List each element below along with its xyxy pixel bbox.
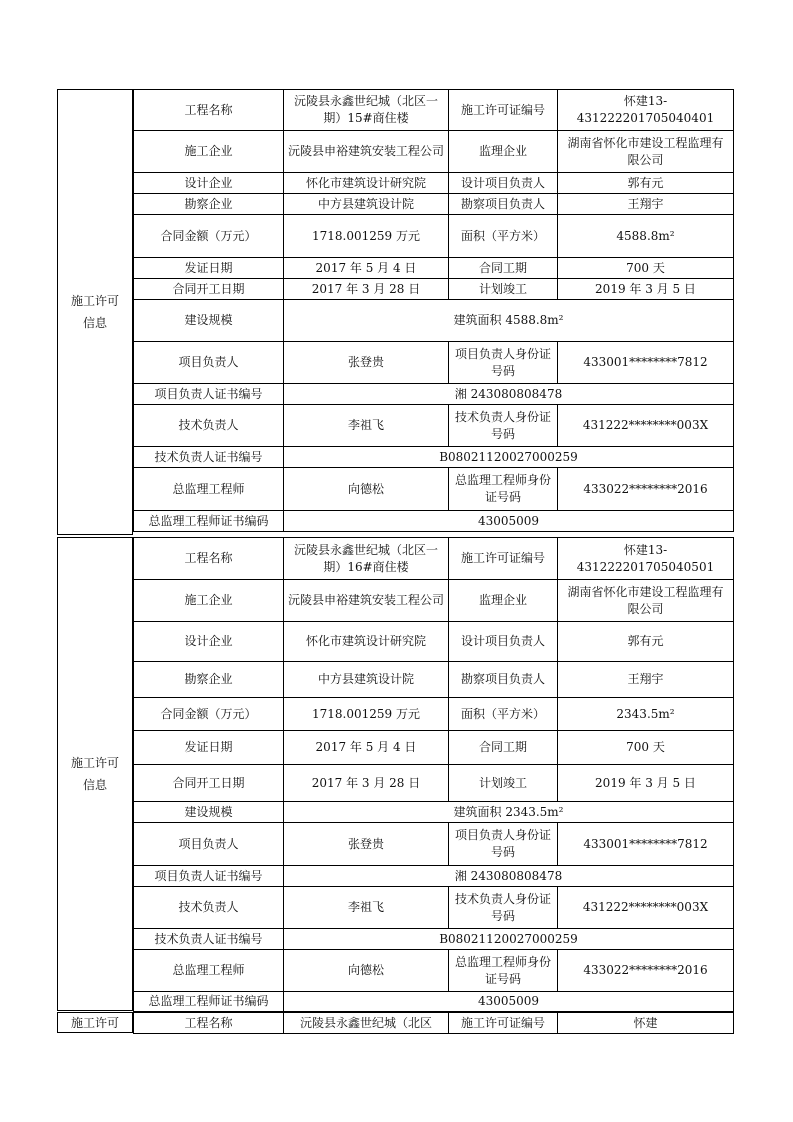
value-issue-date: 2017 年 5 月 4 日 (284, 731, 449, 765)
label-area: 面积（平方米） (449, 215, 558, 258)
value-contractor: 沅陵县申裕建筑安装工程公司 (284, 580, 449, 622)
value-chief-id: 433022********2016 (558, 950, 734, 992)
permit-table-3 (133, 1012, 734, 1034)
label-tech: 技术负责人 (134, 405, 284, 447)
label-survey-co: 勘察企业 (134, 662, 284, 698)
label-supervisor: 监理企业 (449, 580, 558, 622)
value-tech-id: 431222********003X (558, 405, 734, 447)
value-project-name: 沅陵县永鑫世纪城（北区一期）15#商住楼 (284, 90, 449, 131)
value-pm-cert: 湘 243080808478 (284, 384, 734, 405)
value-survey-lead: 王翔宇 (558, 662, 734, 698)
label-project-name: 工程名称 (134, 538, 284, 580)
label-supervisor: 监理企业 (449, 131, 558, 173)
label-permit-no: 施工许可证编号 (449, 538, 558, 580)
label-tech: 技术负责人 (134, 887, 284, 929)
value-tech: 李祖飞 (284, 405, 449, 447)
value-chief-id: 433022********2016 (558, 468, 734, 511)
label-tech-cert: 技术负责人证书编号 (134, 447, 284, 468)
value-tech-id: 431222********003X (558, 887, 734, 929)
value-duration: 700 天 (558, 258, 734, 279)
section-label: 施工许可信息 (57, 537, 133, 1011)
label-pm: 项目负责人 (134, 823, 284, 866)
label-issue-date: 发证日期 (134, 731, 284, 765)
label-scale: 建设规模 (134, 300, 284, 342)
value-project-name: 沅陵县永鑫世纪城（北区 (284, 1013, 449, 1034)
label-issue-date: 发证日期 (134, 258, 284, 279)
label-contractor: 施工企业 (134, 580, 284, 622)
label-design-co: 设计企业 (134, 622, 284, 662)
value-area: 4588.8m² (558, 215, 734, 258)
label-pm-id: 项目负责人身份证号码 (449, 823, 558, 866)
label-scale: 建设规模 (134, 802, 284, 823)
label-contract-amount: 合同金额（万元） (134, 698, 284, 731)
label-pm-id: 项目负责人身份证号码 (449, 342, 558, 384)
label-survey-lead: 勘察项目负责人 (449, 194, 558, 215)
value-duration: 700 天 (558, 731, 734, 765)
value-start-date: 2017 年 3 月 28 日 (284, 279, 449, 300)
value-project-name: 沅陵县永鑫世纪城（北区一期）16#商住楼 (284, 538, 449, 580)
value-design-co: 怀化市建筑设计研究院 (284, 622, 449, 662)
value-tech-cert: B08021120027000259 (284, 447, 734, 468)
value-permit-no: 怀建13-431222201705040401 (558, 90, 734, 131)
label-pm-cert: 项目负责人证书编号 (134, 384, 284, 405)
value-survey-co: 中方县建筑设计院 (284, 194, 449, 215)
value-pm-id: 433001********7812 (558, 342, 734, 384)
label-tech-id: 技术负责人身份证号码 (449, 405, 558, 447)
value-design-co: 怀化市建筑设计研究院 (284, 173, 449, 194)
value-pm: 张登贵 (284, 823, 449, 866)
label-chief-id: 总监理工程师身份证号码 (449, 950, 558, 992)
label-area: 面积（平方米） (449, 698, 558, 731)
label-duration: 合同工期 (449, 258, 558, 279)
label-plan-complete: 计划竣工 (449, 279, 558, 300)
label-survey-lead: 勘察项目负责人 (449, 662, 558, 698)
value-pm-id: 433001********7812 (558, 823, 734, 866)
value-scale: 建筑面积 4588.8m² (284, 300, 734, 342)
value-issue-date: 2017 年 5 月 4 日 (284, 258, 449, 279)
label-project-name: 工程名称 (134, 90, 284, 131)
label-plan-complete: 计划竣工 (449, 765, 558, 802)
value-design-lead: 郭有元 (558, 173, 734, 194)
value-tech: 李祖飞 (284, 887, 449, 929)
label-pm-cert: 项目负责人证书编号 (134, 866, 284, 887)
permit-table-2 (133, 537, 734, 1012)
label-duration: 合同工期 (449, 731, 558, 765)
section-label: 施工许可 (57, 1012, 133, 1033)
value-plan-complete: 2019 年 3 月 5 日 (558, 765, 734, 802)
label-project-name: 工程名称 (134, 1013, 284, 1034)
value-chief: 向德松 (284, 950, 449, 992)
label-tech-cert: 技术负责人证书编号 (134, 929, 284, 950)
label-survey-co: 勘察企业 (134, 194, 284, 215)
permit-table-1 (133, 89, 734, 532)
label-chief: 总监理工程师 (134, 468, 284, 511)
value-contract-amount: 1718.001259 万元 (284, 698, 449, 731)
value-survey-co: 中方县建筑设计院 (284, 662, 449, 698)
label-permit-no: 施工许可证编号 (449, 1013, 558, 1034)
label-chief: 总监理工程师 (134, 950, 284, 992)
label-design-lead: 设计项目负责人 (449, 173, 558, 194)
label-chief-cert: 总监理工程师证书编码 (134, 511, 284, 532)
value-scale: 建筑面积 2343.5m² (284, 802, 734, 823)
label-permit-no: 施工许可证编号 (449, 90, 558, 131)
value-contractor: 沅陵县申裕建筑安装工程公司 (284, 131, 449, 173)
label-pm: 项目负责人 (134, 342, 284, 384)
label-chief-cert: 总监理工程师证书编码 (134, 992, 284, 1012)
value-permit-no: 怀建13-431222201705040501 (558, 538, 734, 580)
value-start-date: 2017 年 3 月 28 日 (284, 765, 449, 802)
label-contractor: 施工企业 (134, 131, 284, 173)
value-plan-complete: 2019 年 3 月 5 日 (558, 279, 734, 300)
value-chief-cert: 43005009 (284, 511, 734, 532)
value-supervisor: 湖南省怀化市建设工程监理有限公司 (558, 580, 734, 622)
value-supervisor: 湖南省怀化市建设工程监理有限公司 (558, 131, 734, 173)
value-pm: 张登贵 (284, 342, 449, 384)
label-start-date: 合同开工日期 (134, 765, 284, 802)
value-chief-cert: 43005009 (284, 992, 734, 1012)
label-tech-id: 技术负责人身份证号码 (449, 887, 558, 929)
label-start-date: 合同开工日期 (134, 279, 284, 300)
section-label: 施工许可信息 (57, 89, 133, 535)
label-design-co: 设计企业 (134, 173, 284, 194)
value-area: 2343.5m² (558, 698, 734, 731)
value-pm-cert: 湘 243080808478 (284, 866, 734, 887)
label-design-lead: 设计项目负责人 (449, 622, 558, 662)
label-contract-amount: 合同金额（万元） (134, 215, 284, 258)
value-design-lead: 郭有元 (558, 622, 734, 662)
value-chief: 向德松 (284, 468, 449, 511)
value-tech-cert: B08021120027000259 (284, 929, 734, 950)
value-permit-no: 怀建 (558, 1013, 734, 1034)
label-chief-id: 总监理工程师身份证号码 (449, 468, 558, 511)
value-survey-lead: 王翔宇 (558, 194, 734, 215)
value-contract-amount: 1718.001259 万元 (284, 215, 449, 258)
